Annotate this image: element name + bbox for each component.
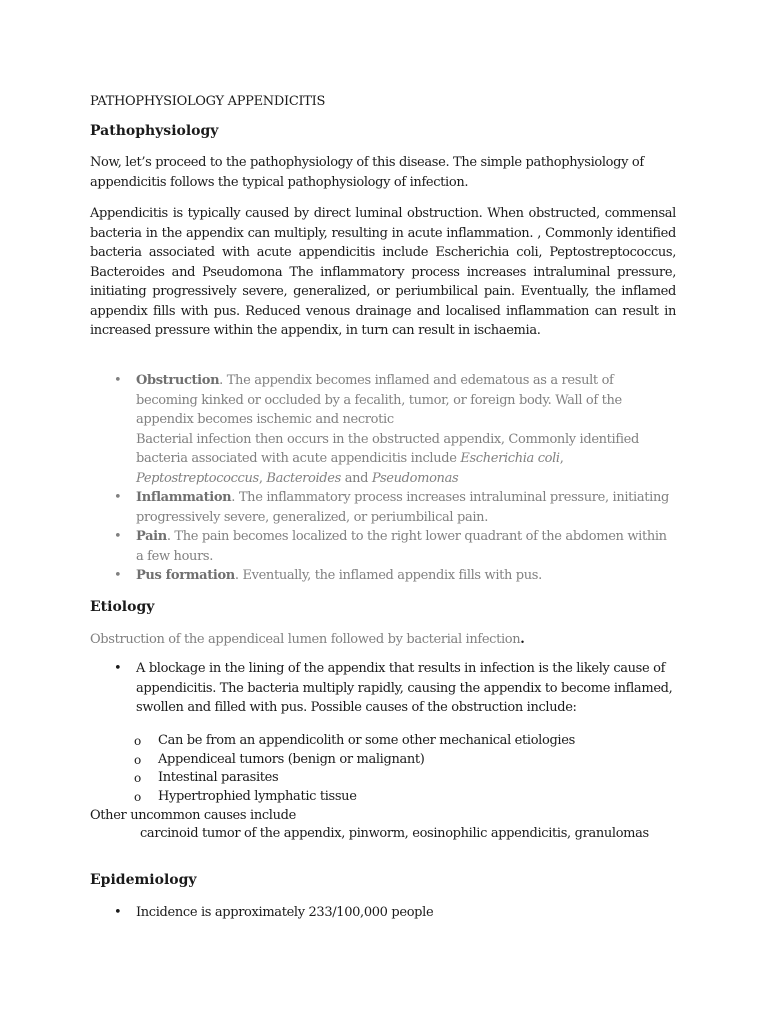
- pathophysiology-stage-list: [90, 371, 676, 586]
- stage-term: Pain: [136, 529, 167, 544]
- circle-bullet-icon: o: [134, 789, 141, 804]
- etiology-lead: Obstruction of the appendiceal lumen followed by bacterial infection.: [90, 632, 525, 647]
- stage-term: Obstruction: [136, 373, 220, 388]
- list-item: o Hypertrophied lymphatic tissue: [90, 788, 676, 807]
- bullet-icon: •: [114, 661, 122, 676]
- bullet-icon: •: [114, 529, 122, 544]
- circle-bullet-icon: o: [134, 734, 141, 748]
- list-item: • Incidence is approximately 233/100,000 people: [90, 903, 676, 923]
- etiology-bullet-text: A blockage in the lining of the appendix that results in infection is the likely cause of appendicitis. The bacteria multiply rapidly, causing the appendix to become inflamed, swollen and filled with pus. Possible causes of the obstruction include:: [136, 661, 673, 715]
- etiology-heading: Etiology: [90, 599, 155, 615]
- organism-name: Pseudomonas: [371, 470, 459, 486]
- obstruction-causes-list: [90, 732, 676, 806]
- bullet-icon: •: [114, 568, 122, 583]
- list-item: • Obstruction. The appendix becomes inflamed and edematous as a result of becoming kinked or occluded by a fecalith, tumor, or foreign body. Wall of the appendix becomes ischemic and necrotic Bacterial infection then occurs in the obstructed appendix, Commonly identified bacteria associated with acute appendicitis include Escherichia coli, Peptostreptococcus, Bacteroides and Pseudomonas: [114, 373, 639, 486]
- circle-bullet-icon: o: [134, 752, 141, 767]
- other-causes-list: carcinoid tumor of the appendix, pinworm, eosinophilic appendicitis, granulomas: [140, 826, 649, 841]
- bullet-icon: •: [114, 490, 122, 505]
- circle-bullet-icon: o: [134, 771, 141, 785]
- list-item: [90, 566, 676, 586]
- stage-text: . The pain becomes localized to the right lower quadrant of the abdomen within a few hours.: [136, 529, 667, 564]
- list-item: [90, 488, 676, 527]
- other-causes-label: Other uncommon causes include: [90, 808, 296, 823]
- bullet-icon: •: [114, 905, 122, 920]
- document-title: PATHOPHYSIOLOGY APPENDICITIS: [90, 94, 326, 109]
- stage-text-continued: Bacterial infection then occurs in the obstructed appendix, Commonly identified bacteria associated with acute appendicitis include: [136, 431, 639, 466]
- list-item: o Appendiceal tumors (benign or malignant): [90, 751, 676, 770]
- organism-name: Bacteroides: [266, 470, 341, 486]
- epidemiology-heading: Epidemiology: [90, 872, 197, 888]
- pathophysiology-body: Appendicitis is typically caused by direct luminal obstruction. When obstructed, commensal bacteria in the appendix can multiply, resulting in acute inflammation. , Commonly identified bacteria associated with acute appendicitis include Escherichia coli, Peptostreptococcus, Bacteroides and Pseudomona The inflammatory process increases intraluminal pressure, initiating progressively severe, generalized, or periumbilical pain. Eventually, the inflamed appendix fills with pus. Reduced venous drainage and localised inflammation can result in increased pressure within the appendix, in turn can result in ischaemia.: [90, 206, 676, 338]
- stage-text: . The appendix becomes inflamed and edematous as a result of becoming kinked or occluded by a fecalith, tumor, or foreign body. Wall of the appendix becomes ischemic and necrotic: [136, 373, 622, 427]
- pathophysiology-intro: Now, let’s proceed to the pathophysiology of this disease. The simple pathophysiology of appendicitis follows the typical pathophysiology of infection.: [90, 155, 644, 190]
- epidemiology-list: [90, 903, 676, 923]
- etiology-list: [90, 659, 676, 718]
- list-item: [90, 527, 676, 566]
- stage-text: . The inflammatory process increases intraluminal pressure, initiating progressively severe, generalized, or periumbilical pain.: [136, 490, 669, 525]
- list-item: o Intestinal parasites: [90, 769, 676, 788]
- pathophysiology-heading: Pathophysiology: [90, 123, 219, 139]
- list-item: o Can be from an appendicolith or some other mechanical etiologies: [90, 732, 676, 751]
- list-item: [90, 659, 676, 718]
- organism-name: Peptostreptococcus: [136, 470, 259, 486]
- stage-text: . Eventually, the inflamed appendix fills with pus.: [234, 568, 542, 583]
- organism-name: Escherichia coli: [460, 451, 560, 466]
- stage-term: Inflammation: [136, 490, 232, 505]
- stage-term: Pus formation: [136, 568, 235, 583]
- bullet-icon: •: [114, 373, 122, 388]
